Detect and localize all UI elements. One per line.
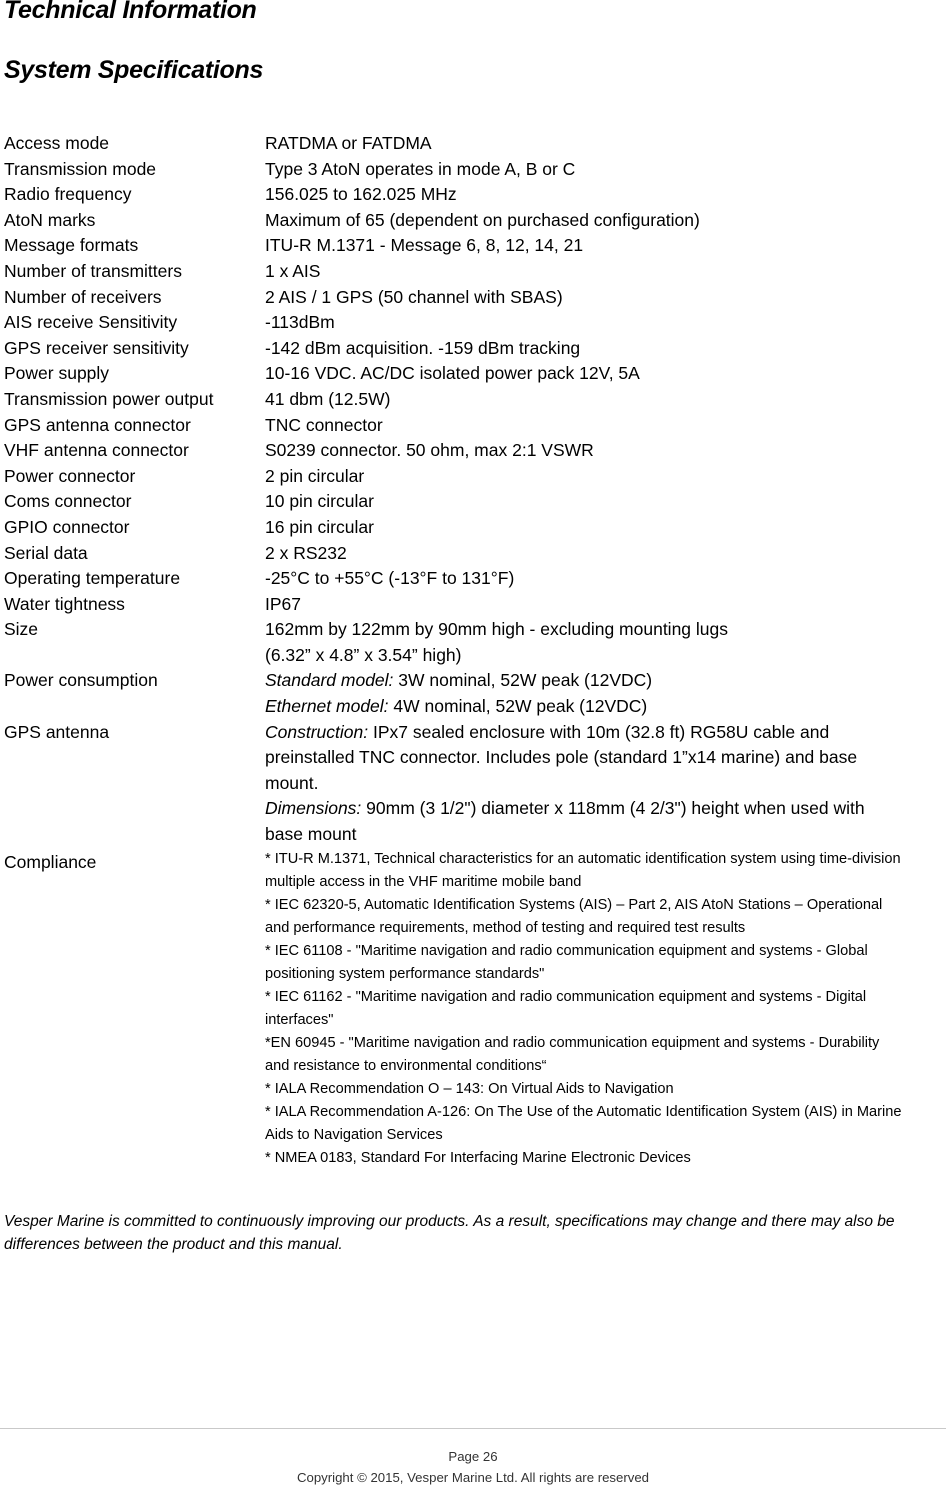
compliance-item: *EN 60945 - "Maritime navigation and radio communication equipment and systems - Durability and resistance to environmental conditions“ bbox=[265, 1034, 880, 1074]
spec-value: 1 x AIS bbox=[265, 260, 321, 281]
compliance-item: * IALA Recommendation A-126: On The Use of the Automatic Identification System (AIS) in Marine Aids to Navigation Services bbox=[265, 1103, 902, 1143]
compliance-item: * IALA Recommendation O – 143: On Virtual Aids to Navigation bbox=[265, 1080, 674, 1097]
footer-divider bbox=[0, 1428, 946, 1429]
spec-row bbox=[4, 413, 934, 439]
spec-value: 41 dbm (12.5W) bbox=[265, 388, 391, 409]
spec-value: 10 pin circular bbox=[265, 491, 374, 512]
spec-value: 10-16 VDC. AC/DC isolated power pack 12V, 5A bbox=[265, 363, 640, 384]
spec-label: Number of receivers bbox=[4, 286, 162, 307]
spec-row bbox=[4, 566, 934, 592]
page-footer bbox=[0, 1446, 946, 1488]
ethernet-model-label: Ethernet model: bbox=[265, 696, 389, 717]
spec-label: Compliance bbox=[4, 851, 97, 872]
spec-label: Coms connector bbox=[4, 491, 132, 512]
spec-label: Transmission mode bbox=[4, 158, 157, 179]
dimensions-text bbox=[265, 796, 905, 847]
standard-model-line bbox=[265, 668, 905, 694]
spec-row bbox=[4, 592, 934, 618]
size-line-2: (6.32” x 4.8” x 3.54” high) bbox=[265, 644, 462, 665]
spec-value: TNC connector bbox=[265, 414, 383, 435]
spec-value: 156.025 to 162.025 MHz bbox=[265, 184, 457, 205]
spec-row bbox=[4, 233, 934, 259]
spec-label: Power supply bbox=[4, 363, 110, 384]
spec-row bbox=[4, 157, 934, 183]
spec-label: Radio frequency bbox=[4, 184, 132, 205]
dimensions-label: Dimensions: bbox=[265, 798, 362, 819]
spec-row bbox=[4, 489, 934, 515]
spec-label: AtoN marks bbox=[4, 209, 96, 230]
spec-value bbox=[265, 668, 905, 719]
compliance-item: * ITU-R M.1371, Technical characteristics for an automatic identification system using time-division multiple access in the VHF maritime mobile band bbox=[265, 850, 901, 890]
spec-table bbox=[4, 131, 934, 1170]
spec-row bbox=[4, 515, 934, 541]
spec-row bbox=[4, 310, 934, 336]
spec-row bbox=[4, 336, 934, 362]
construction-text bbox=[265, 720, 905, 797]
section-heading: System Specifications bbox=[4, 56, 264, 84]
spec-row bbox=[4, 541, 934, 567]
spec-value: Type 3 AtoN operates in mode A, B or C bbox=[265, 158, 576, 179]
spec-value: 2 AIS / 1 GPS (50 channel with SBAS) bbox=[265, 286, 563, 307]
compliance-item: * IEC 61108 - "Maritime navigation and radio communication equipment and systems - Global positioning system performance standards" bbox=[265, 942, 868, 982]
spec-row bbox=[4, 464, 934, 490]
copyright-text: Copyright © 2015, Vesper Marine Ltd. All rights are reserved bbox=[296, 1470, 650, 1485]
spec-label: Operating temperature bbox=[4, 568, 181, 589]
spec-label: GPS antenna connector bbox=[4, 414, 191, 435]
spec-row bbox=[4, 259, 934, 285]
spec-value: 2 x RS232 bbox=[265, 542, 347, 563]
page-number: Page 26 bbox=[448, 1449, 498, 1464]
spec-row-power-consumption bbox=[4, 668, 934, 719]
construction-label: Construction: bbox=[265, 721, 369, 742]
spec-value: -25°C to +55°C (-13°F to 131°F) bbox=[265, 568, 515, 589]
spec-label: Transmission power output bbox=[4, 388, 214, 409]
spec-label: Water tightness bbox=[4, 593, 125, 614]
spec-value bbox=[265, 720, 905, 848]
spec-value: -142 dBm acquisition. -159 dBm tracking bbox=[265, 337, 581, 358]
size-line-1: 162mm by 122mm by 90mm high - excluding mounting lugs bbox=[265, 619, 728, 640]
spec-value: -113dBm bbox=[265, 312, 335, 333]
spec-value bbox=[265, 617, 905, 668]
spec-value: ITU-R M.1371 - Message 6, 8, 12, 14, 21 bbox=[265, 235, 584, 256]
page-heading: Technical Information bbox=[4, 0, 257, 24]
spec-value: 16 pin circular bbox=[265, 516, 374, 537]
spec-row bbox=[4, 438, 934, 464]
standard-model-label: Standard model: bbox=[265, 670, 394, 691]
spec-row bbox=[4, 182, 934, 208]
spec-row-gps-antenna bbox=[4, 720, 934, 848]
compliance-item: * IEC 61162 - "Maritime navigation and radio communication equipment and systems - Digital interfaces" bbox=[265, 988, 867, 1028]
spec-label: Serial data bbox=[4, 542, 88, 563]
spec-label: Number of transmitters bbox=[4, 260, 182, 281]
disclaimer-note: Vesper Marine is committed to continuously improving our products. As a result, specifications may change and there may also be differences between the product and this manual. bbox=[4, 1213, 895, 1253]
spec-row bbox=[4, 131, 934, 157]
ethernet-model-value: 4W nominal, 52W peak (12VDC) bbox=[388, 696, 648, 717]
spec-value: 2 pin circular bbox=[265, 465, 365, 486]
spec-row bbox=[4, 361, 934, 387]
spec-label: GPIO connector bbox=[4, 516, 130, 537]
spec-value: Maximum of 65 (dependent on purchased configuration) bbox=[265, 209, 700, 230]
dimensions-value: 90mm (3 1/2") diameter x 118mm (4 2/3") height when used with base mount bbox=[265, 798, 865, 845]
spec-label: AIS receive Sensitivity bbox=[4, 312, 178, 333]
spec-label: Power connector bbox=[4, 465, 136, 486]
spec-label: GPS receiver sensitivity bbox=[4, 337, 189, 358]
spec-label: GPS antenna bbox=[4, 721, 110, 742]
compliance-list bbox=[265, 848, 905, 1170]
spec-label: Size bbox=[4, 619, 39, 640]
spec-label: VHF antenna connector bbox=[4, 440, 189, 461]
spec-row-size bbox=[4, 617, 934, 668]
spec-row-compliance bbox=[4, 848, 934, 1170]
standard-model-value: 3W nominal, 52W peak (12VDC) bbox=[393, 670, 653, 691]
ethernet-model-line bbox=[265, 694, 905, 720]
spec-row bbox=[4, 387, 934, 413]
construction-value: IPx7 sealed enclosure with 10m (32.8 ft) RG58U cable and preinstalled TNC connector. Includes pole (standard 1”x14 marine) and base mount. bbox=[265, 721, 858, 793]
spec-row bbox=[4, 285, 934, 311]
spec-label: Power consumption bbox=[4, 670, 158, 691]
spec-label: Access mode bbox=[4, 133, 110, 153]
compliance-item: * IEC 62320-5, Automatic Identification Systems (AIS) – Part 2, AIS AtoN Stations – Operational and performance requirements, method of testing and required test results bbox=[265, 896, 883, 936]
spec-value: S0239 connector. 50 ohm, max 2:1 VSWR bbox=[265, 440, 594, 461]
spec-row bbox=[4, 208, 934, 234]
spec-value: RATDMA or FATDMA bbox=[265, 133, 432, 153]
spec-label: Message formats bbox=[4, 235, 139, 256]
spec-value: IP67 bbox=[265, 593, 301, 614]
compliance-item: * NMEA 0183, Standard For Interfacing Marine Electronic Devices bbox=[265, 1149, 691, 1166]
